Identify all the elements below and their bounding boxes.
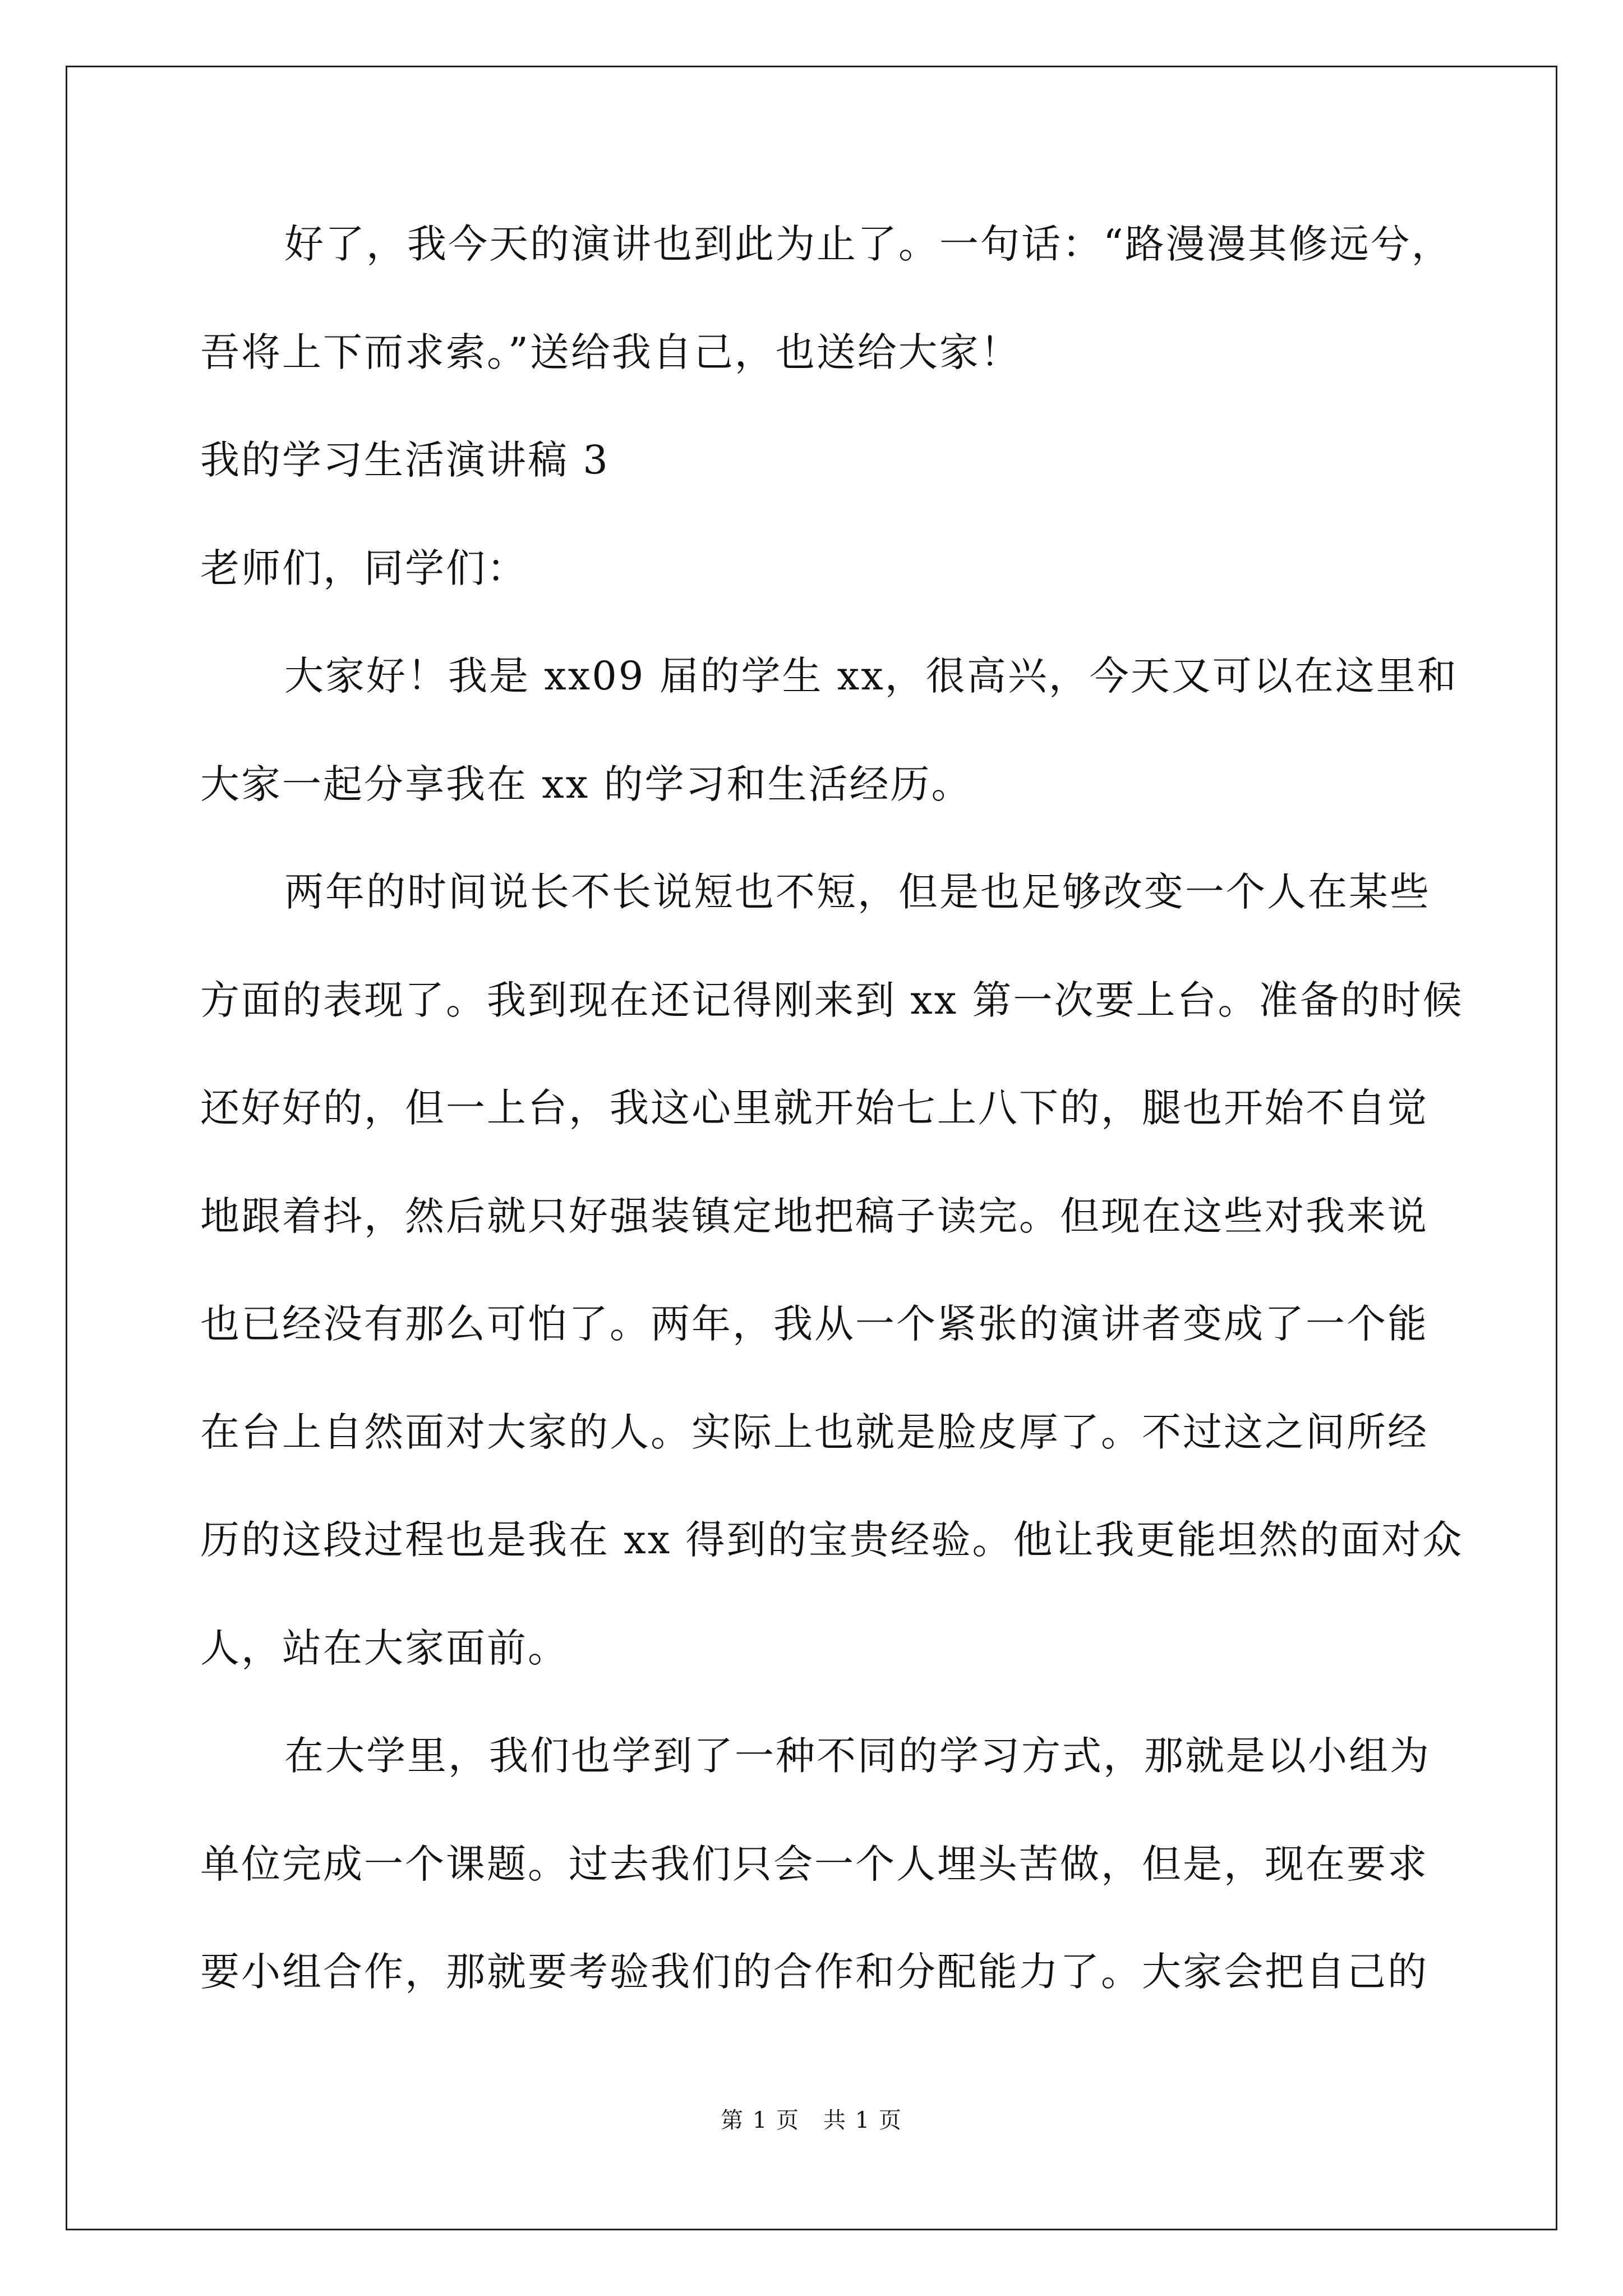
text-line: 在台上自然面对大家的人。实际上也就是脸皮厚了。不过这之间所经 (200, 1409, 1428, 1455)
text-line: 也已经没有那么可怕了。两年，我从一个紧张的演讲者变成了一个能 (200, 1301, 1428, 1347)
document-body (200, 221, 1464, 2060)
text-line: 大家一起分享我在 xx 的学习和生活经历。 (200, 761, 972, 807)
text-line: 在大学里，我们也学到了一种不同的学习方式，那就是以小组为 (284, 1733, 1431, 1779)
text-line: 方面的表现了。我到现在还记得刚来到 xx 第一次要上台。准备的时候 (200, 977, 1464, 1023)
text-line: 要小组合作，那就要考验我们的合作和分配能力了。大家会把自己的 (200, 1949, 1428, 1995)
text-line: 吾将上下而求索。”送给我自己，也送给大家！ (200, 329, 1021, 375)
text-line: 还好好的，但一上台，我这心里就开始七上八下的，腿也开始不自觉 (200, 1085, 1428, 1131)
page-footer: 第 1 页 共 1 页 (721, 2108, 902, 2133)
text-line: 大家好！我是 xx09 届的学生 xx，很高兴，今天又可以在这里和 (284, 653, 1458, 699)
text-line: 人，站在大家面前。 (200, 1625, 569, 1671)
text-line: 两年的时间说长不长说短也不短，但是也足够改变一个人在某些 (284, 869, 1431, 915)
text-line: 地跟着抖，然后就只好强装镇定地把稿子读完。但现在这些对我来说 (200, 1193, 1428, 1239)
text-line: 历的这段过程也是我在 xx 得到的宝贵经验。他让我更能坦然的面对众 (200, 1517, 1464, 1563)
text-line: 单位完成一个课题。过去我们只会一个人埋头苦做，但是，现在要求 (200, 1841, 1428, 1887)
salutation: 老师们，同学们： (200, 545, 528, 591)
text-line: 好了，我今天的演讲也到此为止了。一句话：“路漫漫其修远兮， (284, 221, 1453, 267)
section-title: 我的学习生活演讲稿 3 (200, 437, 610, 483)
